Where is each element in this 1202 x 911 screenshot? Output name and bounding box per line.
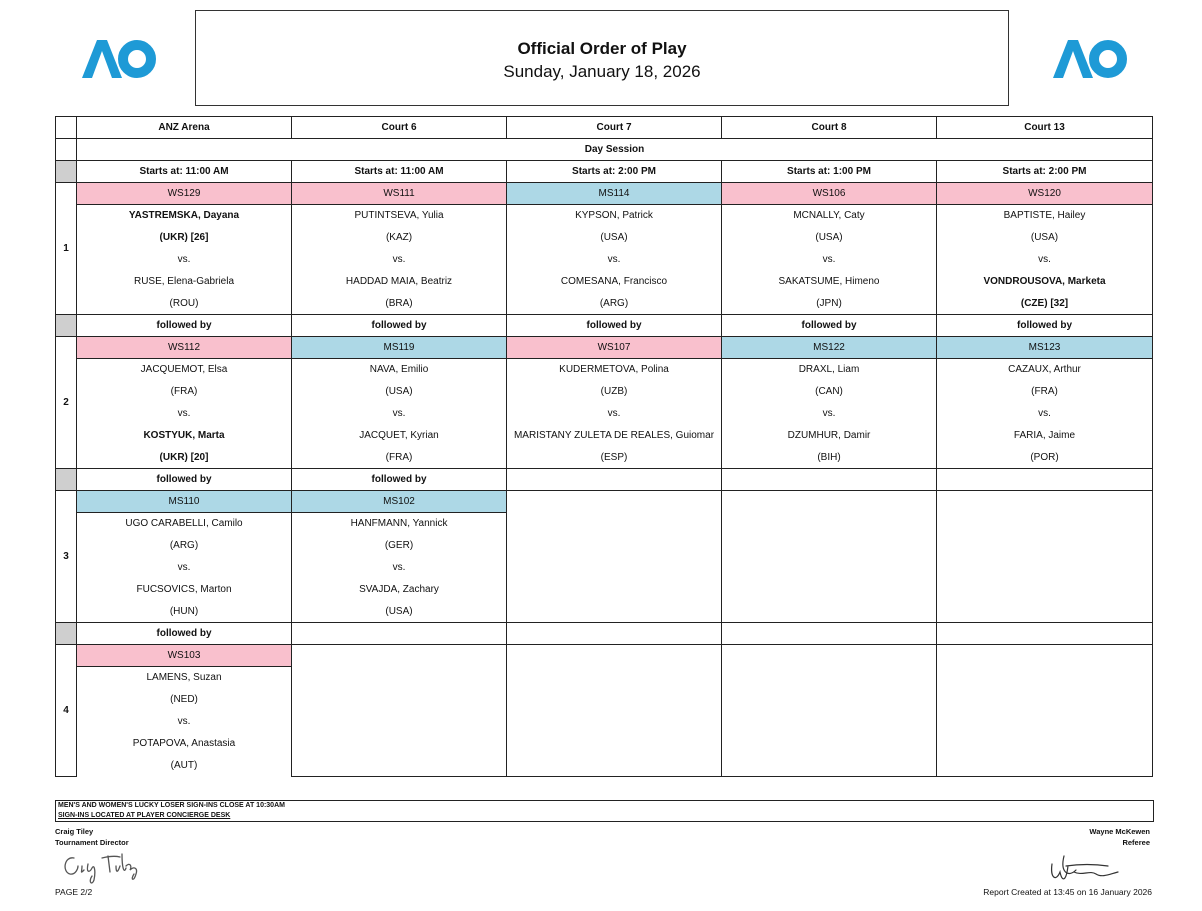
player-line: (ARG) xyxy=(77,535,292,557)
empty-slot xyxy=(507,491,722,623)
player-line: (CAN) xyxy=(722,381,937,403)
match-code: WS107 xyxy=(507,337,722,359)
empty-slot xyxy=(292,623,507,645)
match-code: MS123 xyxy=(937,337,1153,359)
referee-title: Referee xyxy=(1122,838,1150,847)
page-date: Sunday, January 18, 2026 xyxy=(503,62,701,81)
session-label: Day Session xyxy=(77,139,1153,161)
player-line: (UKR) [26] xyxy=(77,227,292,249)
match-code-row xyxy=(56,645,1153,667)
player-line: vs. xyxy=(507,249,722,271)
ao-logo-right xyxy=(1051,38,1127,80)
referee-block xyxy=(1089,826,1150,848)
player-line: (USA) xyxy=(937,227,1153,249)
followed-by-row xyxy=(56,623,1153,645)
player-line: vs. xyxy=(292,557,507,579)
followed-by: followed by xyxy=(722,315,937,337)
court-header: Court 8 xyxy=(722,117,937,139)
player-line: (USA) xyxy=(292,601,507,623)
player-line: (POR) xyxy=(937,447,1153,469)
player-line: (HUN) xyxy=(77,601,292,623)
court-header: ANZ Arena xyxy=(77,117,292,139)
round-number: 2 xyxy=(56,337,77,469)
empty-slot xyxy=(722,491,937,623)
match-code: MS119 xyxy=(292,337,507,359)
player-line: (USA) xyxy=(292,381,507,403)
player-line: (ARG) xyxy=(507,293,722,315)
player-line: (ESP) xyxy=(507,447,722,469)
player-line: (FRA) xyxy=(77,381,292,403)
player-line: LAMENS, Suzan xyxy=(77,667,292,689)
director-title: Tournament Director xyxy=(55,838,129,847)
followed-by: followed by xyxy=(77,469,292,491)
player-line: vs. xyxy=(722,403,937,425)
referee-name: Wayne McKewen xyxy=(1089,827,1150,836)
followed-by-row xyxy=(56,315,1153,337)
court-header: Court 13 xyxy=(937,117,1153,139)
player-line: HADDAD MAIA, Beatriz xyxy=(292,271,507,293)
followed-by: followed by xyxy=(292,315,507,337)
player-line: vs. xyxy=(77,249,292,271)
empty-slot xyxy=(937,469,1153,491)
round-number: 4 xyxy=(56,645,77,777)
match-code: MS102 xyxy=(292,491,507,513)
player-line: (CZE) [32] xyxy=(937,293,1153,315)
director-name: Craig Tiley xyxy=(55,827,94,836)
player-line: MARISTANY ZULETA DE REALES, Guiomar xyxy=(507,425,722,447)
start-time: Starts at: 2:00 PM xyxy=(937,161,1153,183)
gutter-cell xyxy=(56,469,77,491)
player-line: HANFMANN, Yannick xyxy=(292,513,507,535)
player-line: (JPN) xyxy=(722,293,937,315)
player-line-row xyxy=(56,205,1153,227)
director-block xyxy=(55,826,129,848)
player-line: vs. xyxy=(722,249,937,271)
player-line: RUSE, Elena-Gabriela xyxy=(77,271,292,293)
match-code: WS112 xyxy=(77,337,292,359)
notice-line-1: MEN'S AND WOMEN'S LUCKY LOSER SIGN-INS CLOSE AT 10:30AM xyxy=(58,802,285,809)
match-code: WS103 xyxy=(77,645,292,667)
player-line: BAPTISTE, Hailey xyxy=(937,205,1153,227)
start-time: Starts at: 1:00 PM xyxy=(722,161,937,183)
court-header: Court 7 xyxy=(507,117,722,139)
player-line: (NED) xyxy=(77,689,292,711)
player-line: DZUMHUR, Damir xyxy=(722,425,937,447)
player-line: (FRA) xyxy=(937,381,1153,403)
match-code-row xyxy=(56,183,1153,205)
player-line-row xyxy=(56,381,1153,403)
player-line: (UKR) [20] xyxy=(77,447,292,469)
player-line-row xyxy=(56,447,1153,469)
player-line: SVAJDA, Zachary xyxy=(292,579,507,601)
player-line: (USA) xyxy=(507,227,722,249)
player-line: vs. xyxy=(292,403,507,425)
gutter-cell xyxy=(56,623,77,645)
ao-logo-left xyxy=(80,38,156,80)
match-code: WS111 xyxy=(292,183,507,205)
player-line: (ROU) xyxy=(77,293,292,315)
player-line: JACQUET, Kyrian xyxy=(292,425,507,447)
player-line: vs. xyxy=(937,249,1153,271)
player-line-row xyxy=(56,425,1153,447)
match-code: MS114 xyxy=(507,183,722,205)
session-row xyxy=(56,139,1153,161)
player-line-row xyxy=(56,227,1153,249)
player-line-row xyxy=(56,293,1153,315)
player-line-row xyxy=(56,249,1153,271)
gutter-cell xyxy=(56,117,77,139)
player-line-row xyxy=(56,271,1153,293)
round-number: 1 xyxy=(56,183,77,315)
starts-row xyxy=(56,161,1153,183)
player-line: POTAPOVA, Anastasia xyxy=(77,733,292,755)
gutter-cell xyxy=(56,161,77,183)
match-code-row xyxy=(56,337,1153,359)
followed-by-row xyxy=(56,469,1153,491)
match-code: MS122 xyxy=(722,337,937,359)
match-code-row xyxy=(56,491,1153,513)
lucky-loser-notice xyxy=(55,800,1154,822)
match-code: WS129 xyxy=(77,183,292,205)
notice-line-2: SIGN-INS LOCATED AT PLAYER CONCIERGE DESK xyxy=(58,812,231,819)
followed-by: followed by xyxy=(507,315,722,337)
player-line: DRAXL, Liam xyxy=(722,359,937,381)
director-signature xyxy=(60,848,145,886)
empty-slot xyxy=(507,645,722,777)
player-line: (UZB) xyxy=(507,381,722,403)
player-line: VONDROUSOVA, Marketa xyxy=(937,271,1153,293)
player-line: (AUT) xyxy=(77,755,292,777)
player-line: PUTINTSEVA, Yulia xyxy=(292,205,507,227)
start-time: Starts at: 11:00 AM xyxy=(292,161,507,183)
match-code: WS106 xyxy=(722,183,937,205)
start-time: Starts at: 11:00 AM xyxy=(77,161,292,183)
empty-slot xyxy=(722,469,937,491)
player-line: JACQUEMOT, Elsa xyxy=(77,359,292,381)
followed-by: followed by xyxy=(77,623,292,645)
gutter-cell xyxy=(56,315,77,337)
player-line: (BIH) xyxy=(722,447,937,469)
followed-by: followed by xyxy=(77,315,292,337)
player-line: (KAZ) xyxy=(292,227,507,249)
court-header: Court 6 xyxy=(292,117,507,139)
start-time: Starts at: 2:00 PM xyxy=(507,161,722,183)
player-line: YASTREMSKA, Dayana xyxy=(77,205,292,227)
player-line: (BRA) xyxy=(292,293,507,315)
player-line-row xyxy=(56,403,1153,425)
match-code: WS120 xyxy=(937,183,1153,205)
player-line: UGO CARABELLI, Camilo xyxy=(77,513,292,535)
empty-slot xyxy=(722,645,937,777)
empty-slot xyxy=(937,645,1153,777)
player-line: vs. xyxy=(507,403,722,425)
player-line: (USA) xyxy=(722,227,937,249)
empty-slot xyxy=(722,623,937,645)
player-line: KOSTYUK, Marta xyxy=(77,425,292,447)
empty-slot xyxy=(937,491,1153,623)
empty-slot xyxy=(937,623,1153,645)
empty-slot xyxy=(292,645,507,777)
player-line: SAKATSUME, Himeno xyxy=(722,271,937,293)
player-line: vs. xyxy=(77,711,292,733)
player-line: KUDERMETOVA, Polina xyxy=(507,359,722,381)
player-line: vs. xyxy=(77,403,292,425)
round-number: 3 xyxy=(56,491,77,623)
player-line: FUCSOVICS, Marton xyxy=(77,579,292,601)
player-line: (GER) xyxy=(292,535,507,557)
player-line: NAVA, Emilio xyxy=(292,359,507,381)
followed-by: followed by xyxy=(292,469,507,491)
player-line: (FRA) xyxy=(292,447,507,469)
player-line: CAZAUX, Arthur xyxy=(937,359,1153,381)
followed-by: followed by xyxy=(937,315,1153,337)
match-code: MS110 xyxy=(77,491,292,513)
page-title: Official Order of Play xyxy=(517,39,687,58)
player-line: vs. xyxy=(77,557,292,579)
referee-signature xyxy=(1046,852,1121,887)
player-line: vs. xyxy=(937,403,1153,425)
player-line: MCNALLY, Caty xyxy=(722,205,937,227)
player-line: COMESANA, Francisco xyxy=(507,271,722,293)
title-box xyxy=(195,10,1009,106)
player-line: FARIA, Jaime xyxy=(937,425,1153,447)
empty-slot xyxy=(507,623,722,645)
player-line: KYPSON, Patrick xyxy=(507,205,722,227)
player-line: vs. xyxy=(292,249,507,271)
gutter-cell xyxy=(56,139,77,161)
empty-slot xyxy=(507,469,722,491)
report-created: Report Created at 13:45 on 16 January 2026 xyxy=(983,887,1152,897)
page-number: PAGE 2/2 xyxy=(55,887,93,897)
player-line-row xyxy=(56,359,1153,381)
order-of-play-table xyxy=(55,116,1153,777)
court-header-row xyxy=(56,117,1153,139)
